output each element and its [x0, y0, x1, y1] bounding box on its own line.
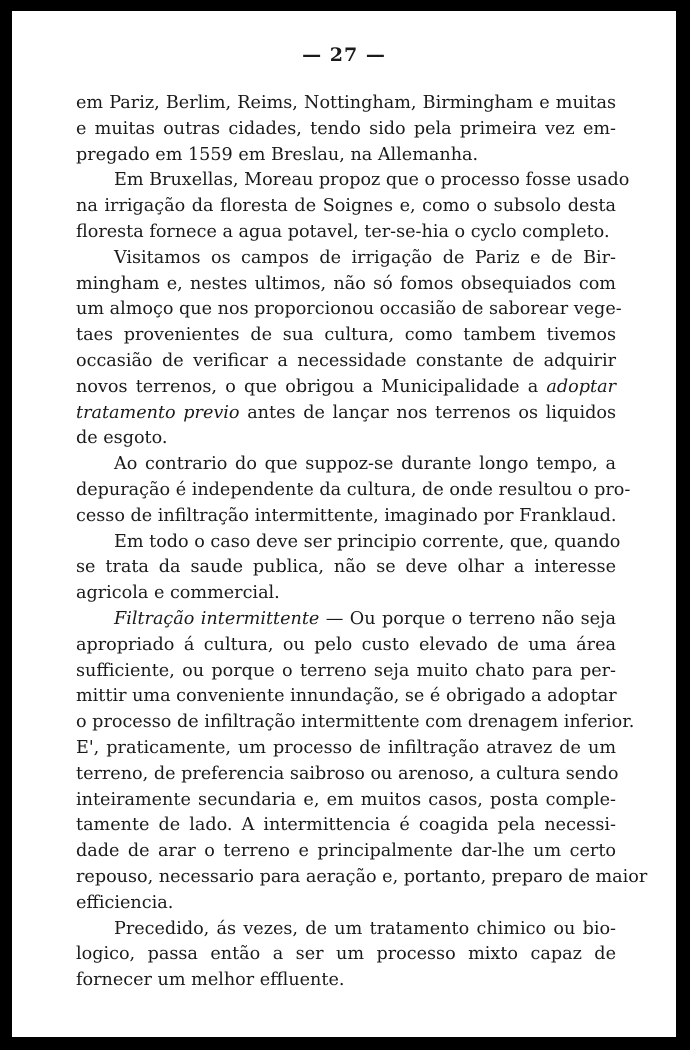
text-line: mittir uma conveniente innundação, se é obrigado a adoptar [76, 686, 617, 707]
text-line-with-italic: novos terrenos, o que obrigou a Municipalidade a adoptar [76, 376, 616, 397]
text-line: na irrigação da floresta de Soignes e, como o subsolo desta [76, 196, 616, 217]
paragraph-7 [76, 917, 616, 994]
text-line-with-italic: tratamento previo antes de lançar nos terrenos os liquidos [76, 402, 616, 423]
text-line: terreno, de preferencia saibroso ou arenoso, a cultura sendo [76, 763, 619, 784]
heading-continuation: — Ou porque o terreno não seja [325, 608, 616, 629]
paragraph-3 [76, 246, 622, 452]
paragraph-2 [76, 168, 630, 245]
paragraph-4 [76, 452, 631, 529]
section-heading: Filtração intermittente [114, 608, 320, 629]
page-number: — 27 — [302, 44, 386, 66]
text-line: se trata da saude publica, não se deve olhar a interesse [76, 557, 616, 578]
text-line: floresta fornece a agua potavel, ter-se-hia o cyclo completo. [76, 221, 610, 242]
text-line: inteiramente secundaria e, em muitos casos, posta comple- [76, 789, 616, 810]
text-line: Em Bruxellas, Moreau propoz que o processo fosse usado [114, 170, 630, 191]
text-line: de esgoto. [76, 428, 168, 449]
text-line-with-heading [76, 607, 616, 633]
text-line: Visitamos os campos de irrigação de Pariz e de Bir- [114, 247, 616, 268]
text-line: mingham e, nestes ultimos, não só fomos obsequiados com [76, 273, 616, 294]
text-line: um almoço que nos proporcionou occasião de saborear vege- [76, 299, 622, 320]
italic-phrase: adoptar [546, 376, 616, 397]
text-line: occasião de verificar a necessidade constante de adquirir [76, 350, 616, 371]
body-text [76, 91, 648, 994]
text-line: apropriado á cultura, ou pelo custo elevado de uma área [76, 634, 616, 655]
text-line: cesso de infiltração intermittente, imaginado por Franklaud. [76, 505, 617, 526]
text-line: repouso, necessario para aeração e, portanto, preparo de maior [76, 866, 648, 887]
text-line: Em todo o caso deve ser principio corrente, que, quando [114, 531, 621, 552]
text-line: Precedido, ás vezes, de um tratamento chimico ou bio- [114, 918, 616, 939]
text-line: dade de arar o terreno e principalmente dar-lhe um certo [76, 841, 616, 862]
text-line: agricola e commercial. [76, 583, 280, 604]
text-line: fornecer um melhor effluente. [76, 970, 345, 991]
paragraph-6 [76, 607, 648, 917]
text-line: em Pariz, Berlim, Reims, Nottingham, Birmingham e muitas [76, 93, 616, 113]
text-line: logico, passa então a ser um processo mixto capaz de [76, 944, 616, 965]
text-line: sufficiente, ou porque o terreno seja muito chato para per- [76, 660, 616, 681]
text-line: pregado em 1559 em Breslau, na Allemanha. [76, 144, 479, 165]
text-line: Ao contrario do que suppoz-se durante longo tempo, a [114, 454, 616, 475]
text-line: taes provenientes de sua cultura, como tambem tivemos [76, 325, 616, 346]
text-line: efficiencia. [76, 892, 174, 913]
text-line: tamente de lado. A intermittencia é coagida pela necessi- [76, 815, 616, 836]
text-line: e muitas outras cidades, tendo sido pela primeira vez em- [76, 118, 616, 139]
text-line: o processo de infiltração intermittente com drenagem inferior. [76, 712, 635, 733]
paragraph-1 [76, 91, 616, 168]
italic-phrase: tratamento previo [76, 402, 240, 423]
text-line: E', praticamente, um processo de infiltração atravez de um [76, 737, 616, 758]
paragraph-5 [76, 530, 621, 607]
document-page [12, 11, 676, 1037]
text-line: depuração é independente da cultura, de onde resultou o pro- [76, 479, 631, 500]
